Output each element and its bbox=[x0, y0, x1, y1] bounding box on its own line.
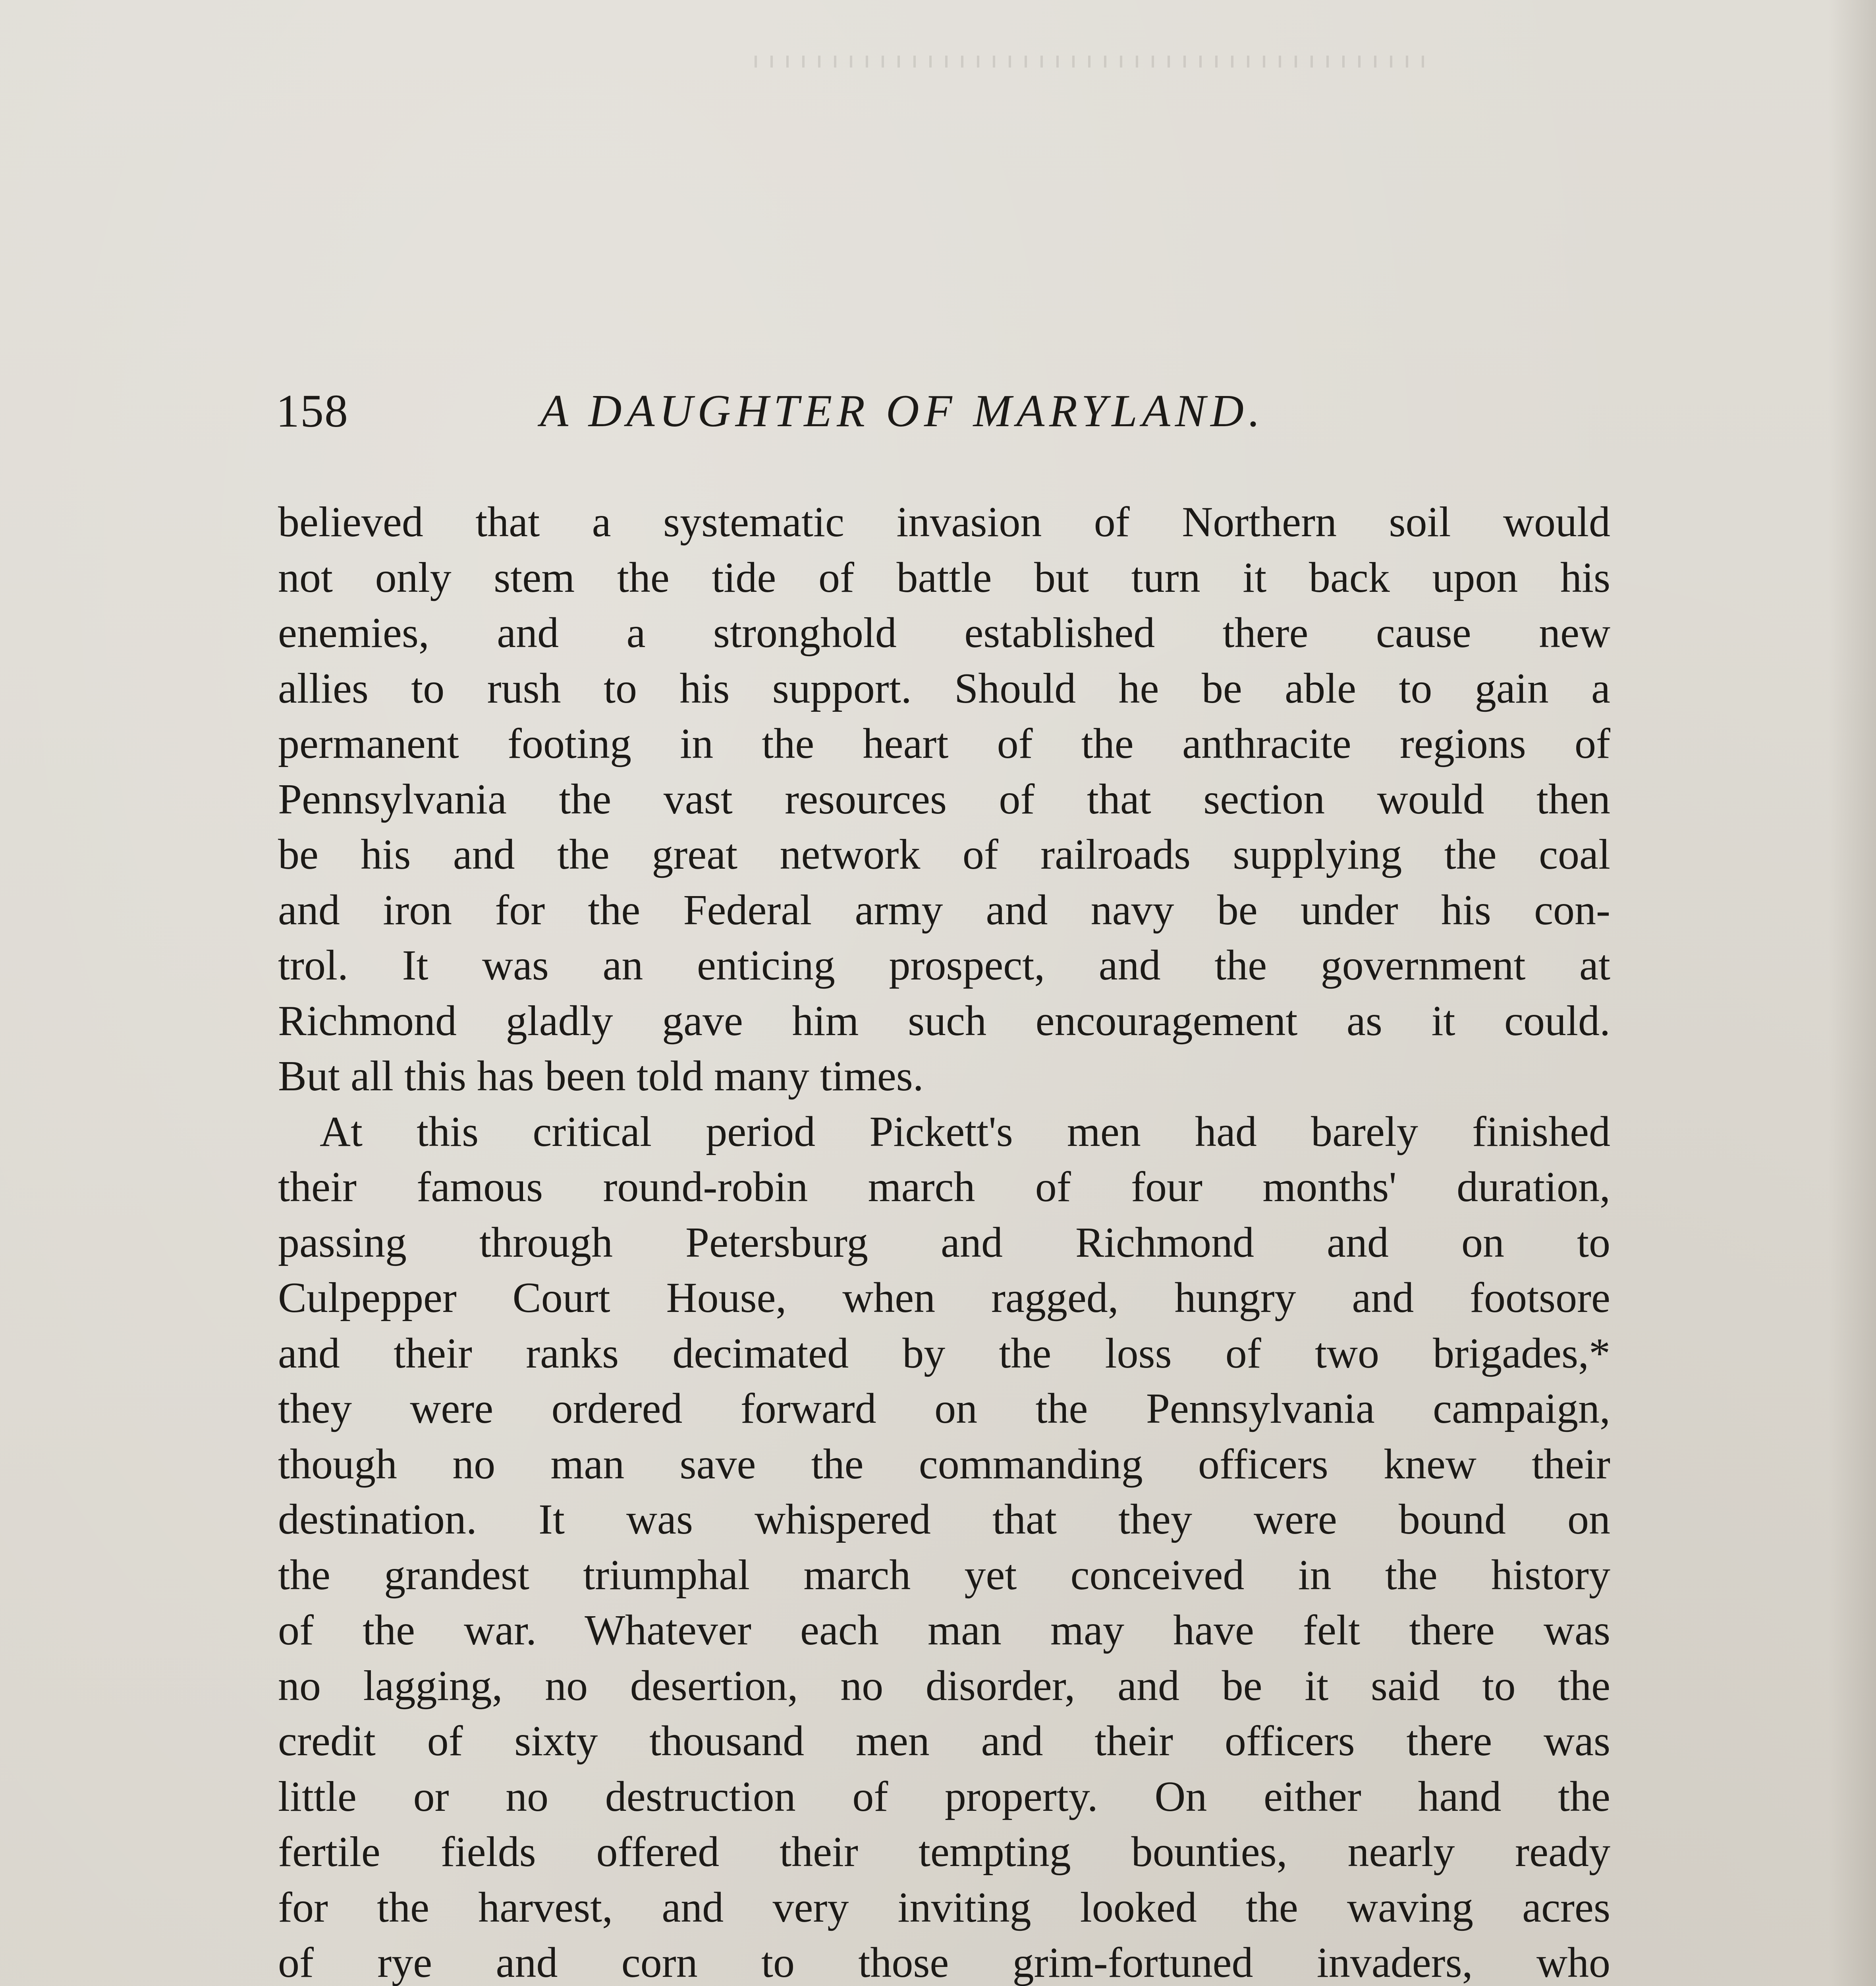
body-line: enemies, and a stronghold established there cause new bbox=[278, 609, 1610, 657]
body-line: believed that a systematic invasion of Northern soil would bbox=[278, 498, 1610, 546]
body-line: their famous round-robin march of four months' duration, bbox=[278, 1163, 1610, 1211]
body-line: of rye and corn to those grim-fortuned invaders, who bbox=[278, 1939, 1610, 1986]
body-line: trol. It was an enticing prospect, and the government at bbox=[278, 942, 1610, 989]
body-line: Pennsylvania the vast resources of that section would then bbox=[278, 775, 1610, 823]
body-line: not only stem the tide of battle but turn it back upon his bbox=[278, 554, 1610, 601]
body-line: be his and the great network of railroads supplying the coal bbox=[278, 831, 1610, 878]
page-number: 158 bbox=[276, 385, 349, 437]
body-line: allies to rush to his support. Should he be able to gain a bbox=[278, 665, 1610, 712]
body-line: permanent footing in the heart of the anthracite regions of bbox=[278, 720, 1610, 767]
running-title: A DAUGHTER OF MARYLAND. bbox=[540, 386, 1265, 437]
page-edge-shadow bbox=[1828, 0, 1876, 1986]
running-header bbox=[276, 375, 1606, 439]
body-line: credit of sixty thousand men and their officers there was bbox=[278, 1717, 1610, 1765]
body-line: though no man save the commanding officers knew their bbox=[278, 1440, 1610, 1488]
body-line: Culpepper Court House, when ragged, hungry and footsore bbox=[278, 1274, 1610, 1321]
body-line: of the war. Whatever each man may have felt there was bbox=[278, 1607, 1610, 1654]
body-text bbox=[278, 495, 1610, 1986]
paper-specks bbox=[755, 56, 1430, 68]
body-line: little or no destruction of property. On either hand the bbox=[278, 1773, 1610, 1820]
body-line: no lagging, no desertion, no disorder, and be it said to the bbox=[278, 1662, 1610, 1710]
body-line: destination. It was whispered that they were bound on bbox=[278, 1496, 1610, 1543]
body-line: and their ranks decimated by the loss of two brigades,* bbox=[278, 1329, 1610, 1377]
body-line: fertile fields offered their tempting bounties, nearly ready bbox=[278, 1828, 1610, 1876]
body-line: passing through Petersburg and Richmond and on to bbox=[278, 1219, 1610, 1266]
body-line: and iron for the Federal army and navy be under his con- bbox=[278, 886, 1610, 934]
body-line: Richmond gladly gave him such encouragement as it could. bbox=[278, 997, 1610, 1045]
body-line: for the harvest, and very inviting looked the waving acres bbox=[278, 1884, 1610, 1931]
body-line: they were ordered forward on the Pennsylvania campaign, bbox=[278, 1385, 1610, 1432]
body-line: the grandest triumphal march yet conceived in the history bbox=[278, 1551, 1610, 1599]
body-line: At this critical period Pickett's men had barely finished bbox=[320, 1108, 1610, 1155]
body-line: But all this has been told many times. bbox=[278, 1053, 924, 1100]
